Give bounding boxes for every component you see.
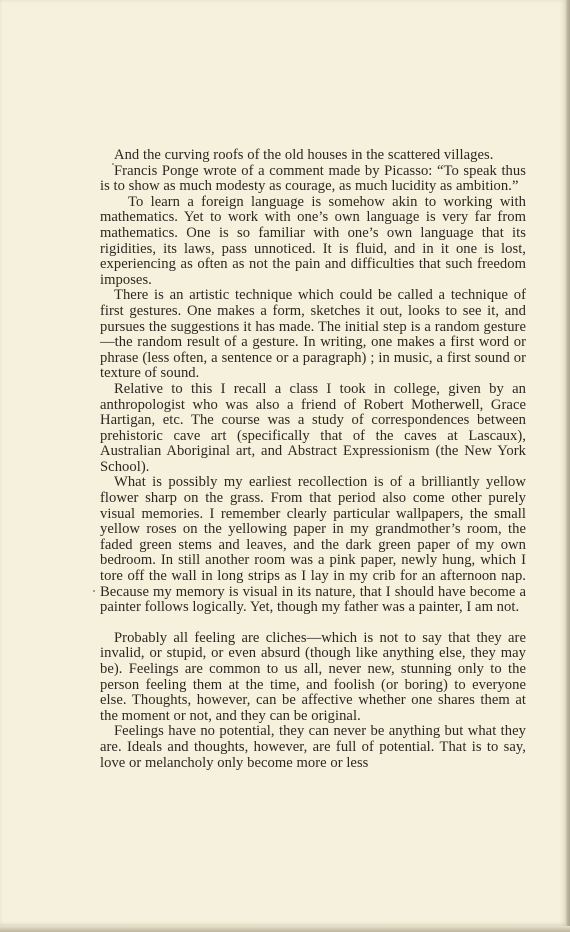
paragraph-feelings-potential: Feelings have no potential, they can never be anything but what they are. Ideals and thoughts, however, are full of potential. That is to say, love or melancholy only become more or less bbox=[100, 723, 526, 771]
paragraph-first-gestures: There is an artistic technique which could be called a technique of first gestures. One makes a form, sketches it out, looks to see it, and pursues the suggestions it has made. The initial step is a random gesture—the random result of a gesture. In writing, one makes a first word or phrase (less often, a sentence or a paragraph) ; in music, a first sound or texture of sound. bbox=[100, 287, 526, 382]
page-edge-shadow bbox=[566, 0, 570, 932]
paragraph-college-class: Relative to this I recall a class I took in college, given by an anthropologist who was also a friend of Robert Motherwell, Grace Hartigan, etc. The course was a study of correspondences between prehistoric cave art (specifically that of the caves at Lascaux), Australian Aboriginal art, and Abstract Expressionism (the New York School). bbox=[100, 380, 526, 475]
page-body-text bbox=[100, 148, 526, 771]
paragraph-villages: And the curving roofs of the old houses in the scattered villages. bbox=[114, 147, 494, 163]
page-bottom-shadow bbox=[0, 926, 570, 932]
paragraph-feelings-cliches: Probably all feeling are cliches—which is not to say that they are invalid, or stupid, or even absurd (though like anything else, they may be). Feelings are common to us all, never new, stunning only to the person feeling them at the time, and foolish (or boring) to everyone else. Thoughts, however, can be affective whether one shares them at the moment or not, and they can be original. bbox=[100, 629, 526, 724]
paragraph-foreign-language: To learn a foreign language is somehow akin to working with mathematics. Yet to work with one’s own language is very far from mathematics. One is so familiar with one’s own language that its rigidities, its laws, pass unnoticed. It is fluid, and in it one is lost, experiencing as often as not the pain and difficulties that such freedom imposes. bbox=[100, 193, 526, 288]
paper-speck bbox=[93, 590, 95, 592]
paragraph-earliest-recollection: What is possibly my earliest recollection is of a brilliantly yellow flower sharp on the grass. From that period also come other purely visual memories. I remember clearly particular wallpapers, the small yellow roses on the yellowing paper in my grandmother’s room, the faded green stems and leaves, and the dark green paper of my own bedroom. In still another room was a pink paper, newly hung, which I tore off the wall in long strips as I lay in my crib for an afternoon nap. Because my memory is visual in its nature, that I should have become a painter follows logically. Yet, though my father was a painter, I am not. bbox=[100, 474, 526, 616]
paragraph-ponge-picasso: Francis Ponge wrote of a comment made by Picasso: “To speak thus is to show as much modesty as courage, as much lucidity as ambition.” bbox=[100, 162, 526, 195]
paper-speck bbox=[112, 163, 114, 165]
